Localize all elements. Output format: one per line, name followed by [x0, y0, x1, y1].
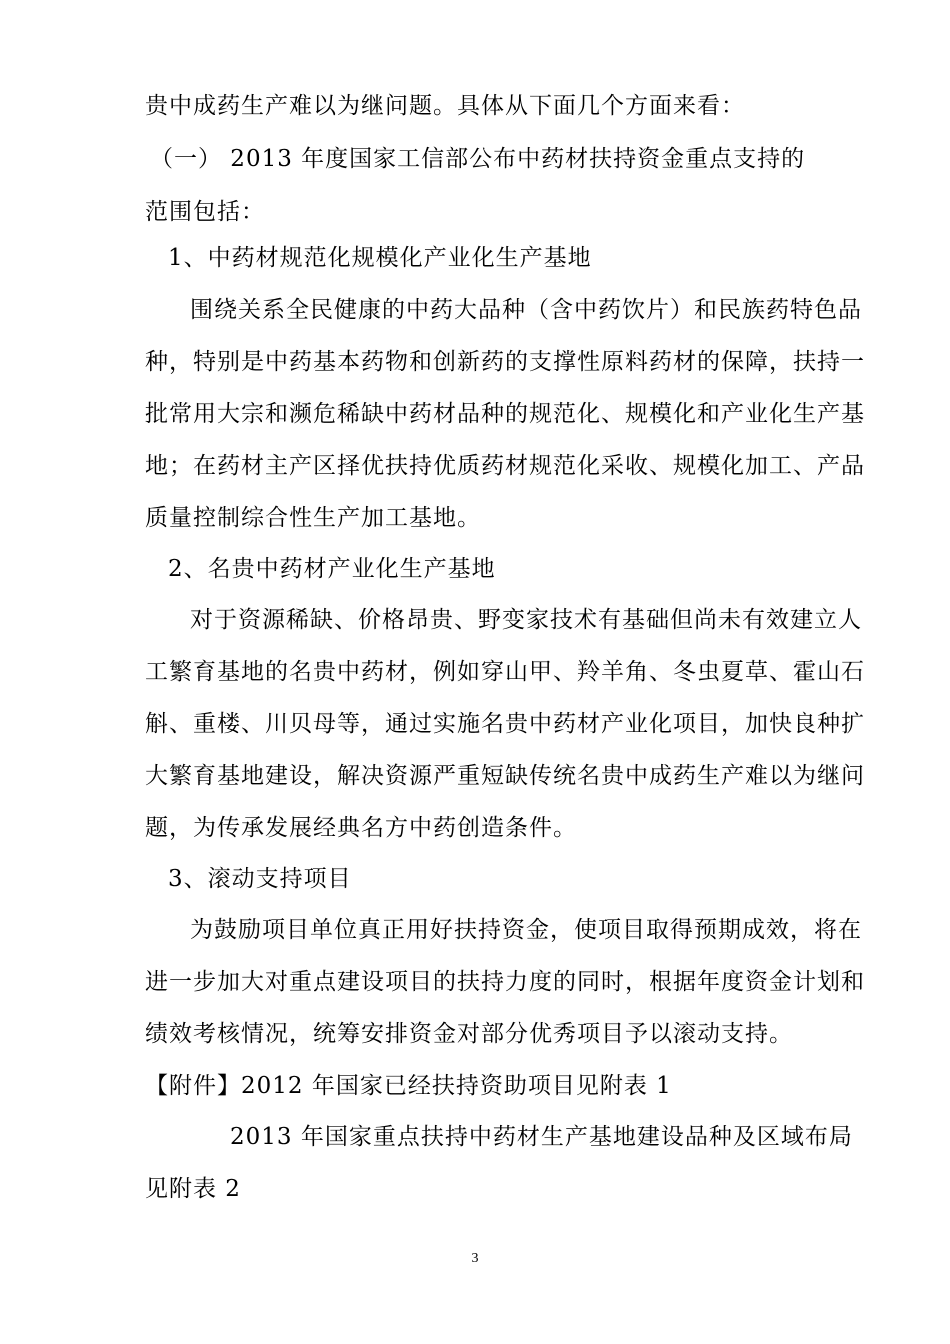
paragraph-2-line-3: 斛、重楼、川贝母等，通过实施名贵中药材产业化项目，加快良种扩	[145, 711, 865, 737]
paragraph-3-line-2: 进一步加大对重点建设项目的扶持力度的同时，根据年度资金计划和	[145, 969, 865, 995]
paragraph-1-line-3: 批常用大宗和濒危稀缺中药材品种的规范化、规模化和产业化生产基	[145, 401, 865, 427]
attachment-line-1: 【附件】2012 年国家已经扶持资助项目见附表 1	[145, 1073, 672, 1099]
paragraph-2-line-2: 工繁育基地的名贵中药材，例如穿山甲、羚羊角、冬虫夏草、霍山石	[145, 659, 865, 685]
paragraph-1-line-1: 围绕关系全民健康的中药大品种（含中药饮片）和民族药特色品	[190, 297, 862, 323]
page-number: 3	[471, 1251, 479, 1266]
paragraph-3-line-1: 为鼓励项目单位真正用好扶持资金，使项目取得预期成效，将在	[190, 917, 862, 943]
paragraph-2-line-1: 对于资源稀缺、价格昂贵、野变家技术有基础但尚未有效建立人	[190, 607, 862, 633]
paragraph-3-line-3: 绩效考核情况，统筹安排资金对部分优秀项目予以滚动支持。	[145, 1021, 793, 1047]
paragraph-1-line-2: 种，特别是中药基本药物和创新药的支撑性原料药材的保障，扶持一	[145, 349, 865, 375]
section-heading-1-cont: 范围包括：	[145, 199, 265, 225]
item-heading-3: 3、滚动支持项目	[168, 866, 352, 892]
item-heading-2: 2、名贵中药材产业化生产基地	[168, 556, 496, 582]
paragraph-continuation: 贵中成药生产难以为继问题。具体从下面几个方面来看：	[145, 93, 745, 119]
section-heading-1: （一） 2013 年度国家工信部公布中药材扶持资金重点支持的	[150, 146, 806, 172]
attachment-line-2: 2013 年国家重点扶持中药材生产基地建设品种及区域布局	[230, 1124, 853, 1150]
paragraph-2-line-5: 题，为传承发展经典名方中药创造条件。	[145, 815, 577, 841]
paragraph-1-line-5: 质量控制综合性生产加工基地。	[145, 505, 481, 531]
attachment-line-3: 见附表 2	[145, 1176, 241, 1202]
paragraph-1-line-4: 地；在药材主产区择优扶持优质药材规范化采收、规模化加工、产品	[145, 453, 865, 479]
item-heading-1: 1、中药材规范化规模化产业化生产基地	[168, 245, 592, 271]
paragraph-2-line-4: 大繁育基地建设，解决资源严重短缺传统名贵中成药生产难以为继问	[145, 763, 865, 789]
